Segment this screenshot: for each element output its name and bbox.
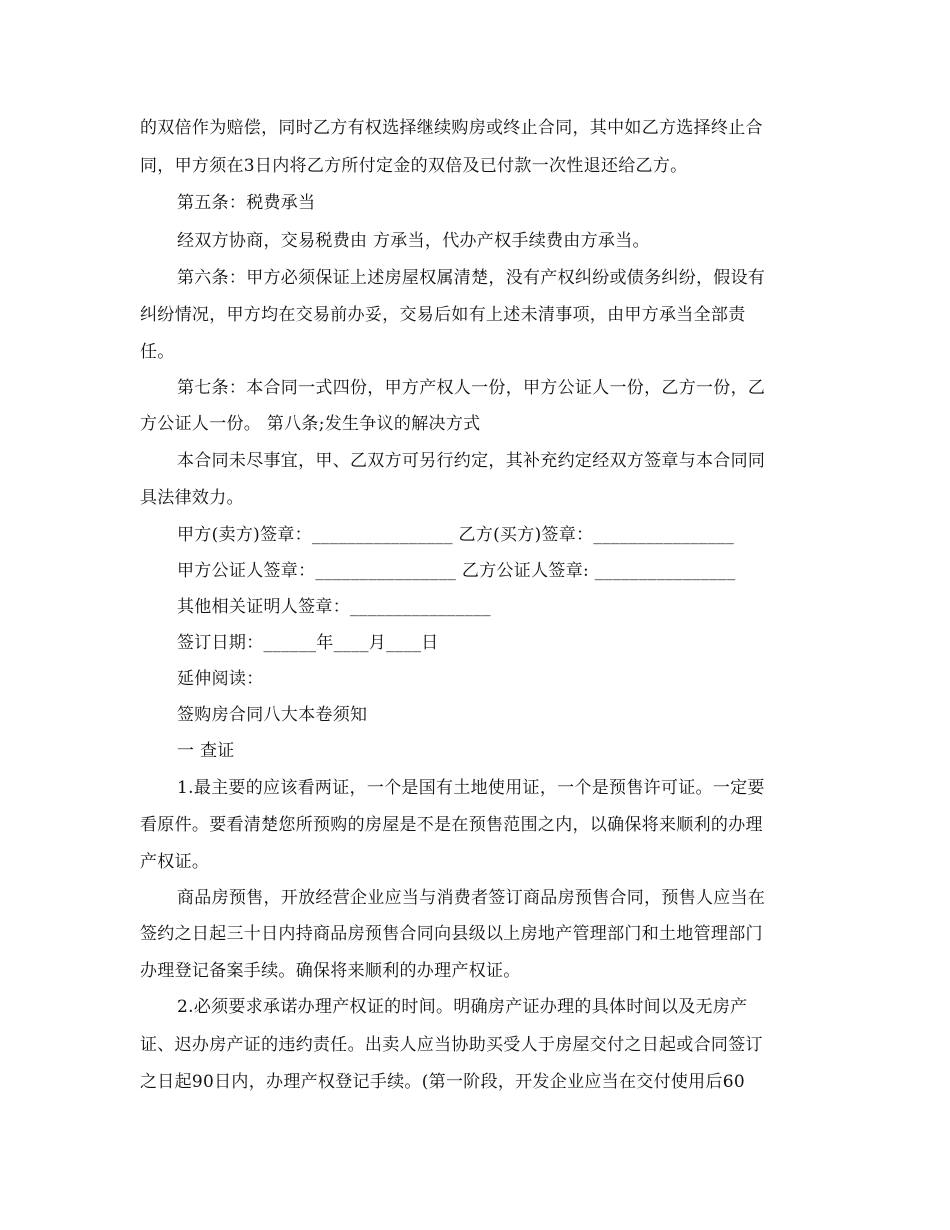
paragraph-line: 本合同未尽事宜，甲、乙双方可另行约定，其补充约定经双方签章与本合同同 <box>177 451 766 471</box>
paragraph-line: 延伸阅读： <box>177 669 264 689</box>
paragraph-line: 2.必须要求承诺办理产权证的时间。明确房产证办理的具体时间以及无房产 <box>177 997 748 1017</box>
paragraph-line: 签约之日起三十日内持商品房预售合同向县级以上房地产管理部门和土地管理部门 <box>140 924 763 944</box>
signature-line: 甲方(卖方)签章：________________ 乙方(买方)签章：________________ <box>177 525 735 545</box>
paragraph-line: 看原件。要看清楚您所预购的房屋是不是在预售范围之内，以确保将来顺利的办理 <box>140 815 763 835</box>
paragraph-line: 之日起90日内，办理产权登记手续。(第一阶段，开发企业应当在交付使用后60 <box>140 1072 745 1092</box>
signature-line: 其他相关证明人签章：________________ <box>177 597 491 617</box>
paragraph-line: 产权证。 <box>140 852 210 872</box>
signature-line: 甲方公证人签章：________________ 乙方公证人签章: ________________ <box>177 561 736 581</box>
paragraph-line: 同，甲方须在3日内将乙方所付定金的双倍及已付款一次性退还给乙方。 <box>140 156 688 176</box>
paragraph-line: 任。 <box>140 342 175 362</box>
section-heading: 第五条：税费承当 <box>177 193 316 213</box>
paragraph-line: 方公证人一份。 第八条;发生争议的解决方式 <box>140 414 481 434</box>
paragraph-line: 第七条：本合同一式四份，甲方产权人一份，甲方公证人一份，乙方一份，乙 <box>177 378 766 398</box>
section-heading: 签购房合同八大本卷须知 <box>177 705 368 725</box>
paragraph-line: 证、迟办房产证的违约责任。出卖人应当协助买受人于房屋交付之日起或合同签订 <box>140 1035 763 1055</box>
paragraph-line: 的双倍作为赔偿，同时乙方有权选择继续购房或终止合同，其中如乙方选择终止合 <box>140 118 763 138</box>
date-line: 签订日期：______年____月____日 <box>177 633 439 653</box>
paragraph-line: 1.最主要的应该看两证，一个是国有土地使用证，一个是预售许可证。一定要 <box>177 778 765 798</box>
paragraph-line: 办理登记备案手续。确保将来顺利的办理产权证。 <box>140 961 521 981</box>
paragraph-line: 第六条：甲方必须保证上述房屋权属清楚，没有产权纠纷或债务纠纷，假设有 <box>177 268 766 288</box>
paragraph-line: 商品房预售，开放经营企业应当与消费者签订商品房预售合同，预售人应当在 <box>177 888 766 908</box>
paragraph-line: 具法律效力。 <box>140 488 244 508</box>
section-heading: 一 查证 <box>177 741 235 761</box>
paragraph-line: 经双方协商，交易税费由 方承当，代办产权手续费由方承当。 <box>177 231 650 251</box>
paragraph-line: 纠纷情况，甲方均在交易前办妥，交易后如有上述未清事项，由甲方承当全部责 <box>140 305 746 325</box>
